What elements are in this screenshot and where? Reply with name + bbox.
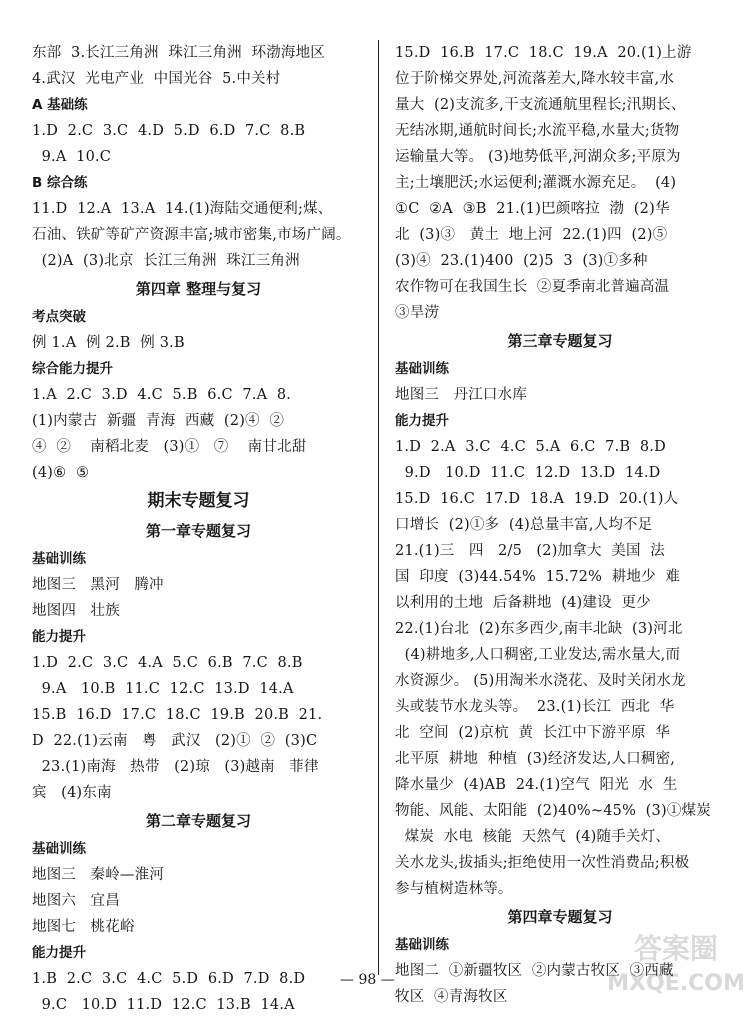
right-column [395,40,725,1010]
answer-line: 1.D 2.A 3.C 4.C 5.A 6.C 7.B 8.D [395,439,666,455]
answer-line: 地图三 秦岭—淮河 [32,867,165,883]
answer-line: 15.D 16.C 17.D 18.A 19.D 20.(1)人 [395,491,679,507]
answer-line: 头或装节水龙头等。 23.(1)长江 西北 华 [395,699,675,715]
answer-line: 15.D 16.B 17.C 18.C 19.A 20.(1)上游 [395,45,692,61]
answer-line: 11.D 12.A 13.A 14.(1)海陆交通便利;煤、 [32,201,333,217]
answer-line: 国 印度 (3)44.54% 15.72% 耕地少 难 [395,569,681,585]
answer-line: (3)④ 23.(1)400 (2)5 3 (3)①多种 [395,253,648,269]
answer-line: 量大 (2)支流多,干支流通航里程长;汛期长、 [395,97,686,113]
answer-line: 关水龙头,拔插头;拒绝使用一次性消费品;积极 [395,855,690,871]
answer-line: 地图六 宜昌 [32,893,120,909]
answer-line: 21.(1)三 四 2/5 (2)加拿大 美国 法 [395,543,665,559]
section-label: 能力提升 [32,945,86,961]
chapter-heading: 第三章专题复习 [507,332,613,350]
answer-line: 参与植树造林等。 [395,881,513,897]
answer-line: 石油、铁矿等矿产资源丰富;城市密集,市场广阔。 [32,227,351,243]
answer-line: 宾 (4)东南 [32,785,112,801]
answer-line: ④ ② 南稻北麦 (3)① ⑦ 南甘北甜 [32,439,307,455]
section-label: 基础训练 [395,361,449,377]
answer-line: 牧区 ④青海牧区 [395,989,508,1005]
answer-line: 9.A 10.C [32,149,112,165]
svg-text:答案圈: 答案圈 [633,932,719,965]
answer-line: 降水量少 (4)AB 24.(1)空气 阳光 水 生 [395,777,678,793]
answer-line: 9.A 10.B 11.C 12.C 13.D 14.A [32,681,294,697]
chapter-heading: 第四章 整理与复习 [135,280,262,298]
answer-line: 23.(1)南海 热带 (2)琼 (3)越南 菲律 [32,759,319,775]
answer-line: 地图三 黑河 腾冲 [32,577,164,593]
answer-line: 1.B 2.C 3.C 4.C 5.D 6.D 7.D 8.D [32,971,306,987]
answer-line: ③旱涝 [395,305,440,321]
answer-line: (1)内蒙古 新疆 青海 西藏 (2)④ ② [32,413,285,429]
section-label: 能力提升 [32,629,86,645]
answer-line: 例 1.A 例 2.B 例 3.B [32,335,185,351]
section-label: A 基础练 [32,97,88,113]
answer-line: 15.B 16.D 17.C 18.C 19.B 20.B 21. [32,707,323,723]
column-divider [378,40,379,975]
chapter-heading: 期末专题复习 [147,491,250,511]
answer-line: 物能、风能、太阳能 (2)40%~45% (3)①煤炭 [395,803,711,819]
answer-line: 无结冰期,通航时间长;水流平稳,水量大;货物 [395,123,680,139]
answer-line: 煤炭 水电 核能 天然气 (4)随手关灯、 [395,829,671,845]
answer-line: 水资源少。 (5)用淘米水浇花、及时关闭水龙 [395,673,686,689]
answer-line: 1.A 2.C 3.D 4.C 5.B 6.C 7.A 8. [32,387,292,403]
answer-line: 农作物可在我国生长 ②夏季南北普遍高温 [395,279,670,295]
answer-line: 口增长 (2)①多 (4)总量丰富,人均不足 [395,517,653,533]
chapter-heading: 第一章专题复习 [145,522,251,540]
answer-line: D 22.(1)云南 粤 武汉 (2)① ② (3)C [32,733,318,749]
answer-line: ①C ②A ③B 21.(1)巴颜喀拉 渤 (2)华 [395,201,670,217]
answer-line: 地图七 桃花峪 [32,919,135,935]
answer-line: 主;土壤肥沃;水运便利;灌溉水源充足。 (4) [395,175,677,191]
answer-line: 4.武汉 光电产业 中国光谷 5.中关村 [32,71,281,87]
watermark-logo [606,922,746,1002]
section-label: 综合能力提升 [32,361,113,377]
answer-line: 1.D 2.C 3.C 4.D 5.D 6.D 7.C 8.B [32,123,306,139]
answer-line: (4)耕地多,人口稠密,工业发达,需水量大,而 [395,647,681,663]
answer-line: 9.D 10.D 11.C 12.D 13.D 14.D [395,465,661,481]
section-label: B 综合练 [32,175,88,191]
left-column [32,40,365,1018]
answer-line: 地图四 壮族 [32,603,120,619]
answer-line: 北 (3)③ 黄土 地上河 22.(1)四 (2)⑤ [395,227,668,243]
answer-line: 地图二 ①新疆牧区 ②内蒙古牧区 ③西藏 [395,963,674,979]
answer-line: 东部 3.长江三角洲 珠江三角洲 环渤海地区 [32,45,325,61]
answer-line: 9.C 10.D 11.D 12.C 13.B 14.A [32,997,295,1013]
section-label: 基础训练 [395,937,449,953]
answer-line: (2)A (3)北京 长江三角洲 珠江三角洲 [32,253,300,269]
svg-text:MXQE.COM: MXQE.COM [607,971,745,996]
answer-line: 22.(1)台北 (2)东多西少,南丰北缺 (3)河北 [395,621,683,637]
answer-line: 北 空间 (2)京杭 黄 长江中下游平原 华 [395,725,671,741]
answer-line: 北平原 耕地 种植 (3)经济发达,人口稠密, [395,751,676,767]
answer-line: 位于阶梯交界处,河流落差大,降水较丰富,水 [395,71,675,87]
section-label: 基础训练 [32,841,86,857]
section-label: 基础训练 [32,551,86,567]
page-number: — 98 — [340,972,395,988]
answer-line: 地图三 丹江口水库 [395,387,528,403]
answer-line: 以利用的土地 后备耕地 (4)建设 更少 [395,595,651,611]
answer-line: 1.D 2.C 3.C 4.A 5.C 6.B 7.C 8.B [32,655,303,671]
section-label: 考点突破 [32,309,86,325]
section-label: 能力提升 [395,413,449,429]
chapter-heading: 第四章专题复习 [507,908,613,926]
chapter-heading: 第二章专题复习 [145,812,251,830]
answer-line: 运输量大等。 (3)地势低平,河湖众多;平原为 [395,149,681,165]
answer-line: (4)⑥ ⑤ [32,465,90,481]
